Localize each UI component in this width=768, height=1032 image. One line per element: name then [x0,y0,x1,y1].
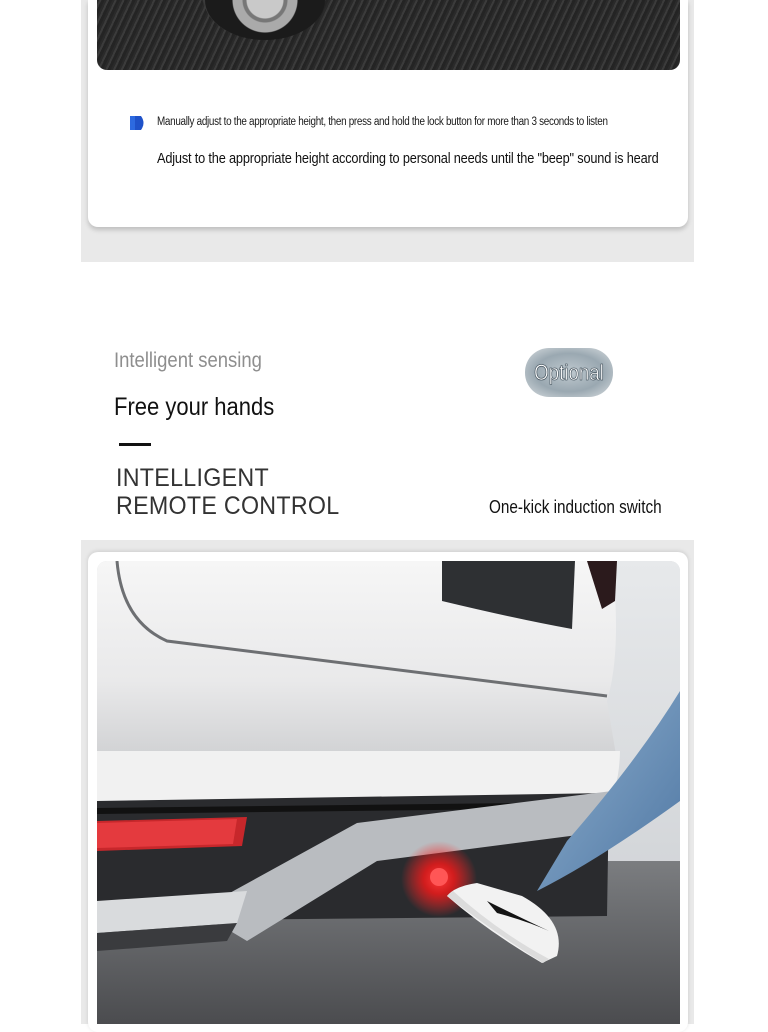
feature-title-line-1: INTELLIGENT [116,464,269,492]
tire-road-photo [97,0,680,70]
play-arrow-icon [129,115,147,131]
optional-badge-label: Optional [534,359,604,385]
instruction-step-1: Manually adjust to the appropriate height, then press and hold the lock button for more than 3 seconds to listen [157,116,608,128]
car-rear-illustration [97,561,680,1024]
divider-dash [119,443,151,446]
feature-title-line-2: REMOTE CONTROL [116,492,340,520]
feature-headline: Free your hands [114,393,275,421]
optional-badge [525,348,613,397]
tire-image [205,0,325,40]
feature-subtitle: One-kick induction switch [489,497,662,517]
feature-kicker: Intelligent sensing [114,349,262,372]
instruction-step-2: Adjust to the appropriate height according to personal needs until the "beep" sound is heard [157,151,659,167]
kick-sensor-car-photo [97,561,680,1024]
